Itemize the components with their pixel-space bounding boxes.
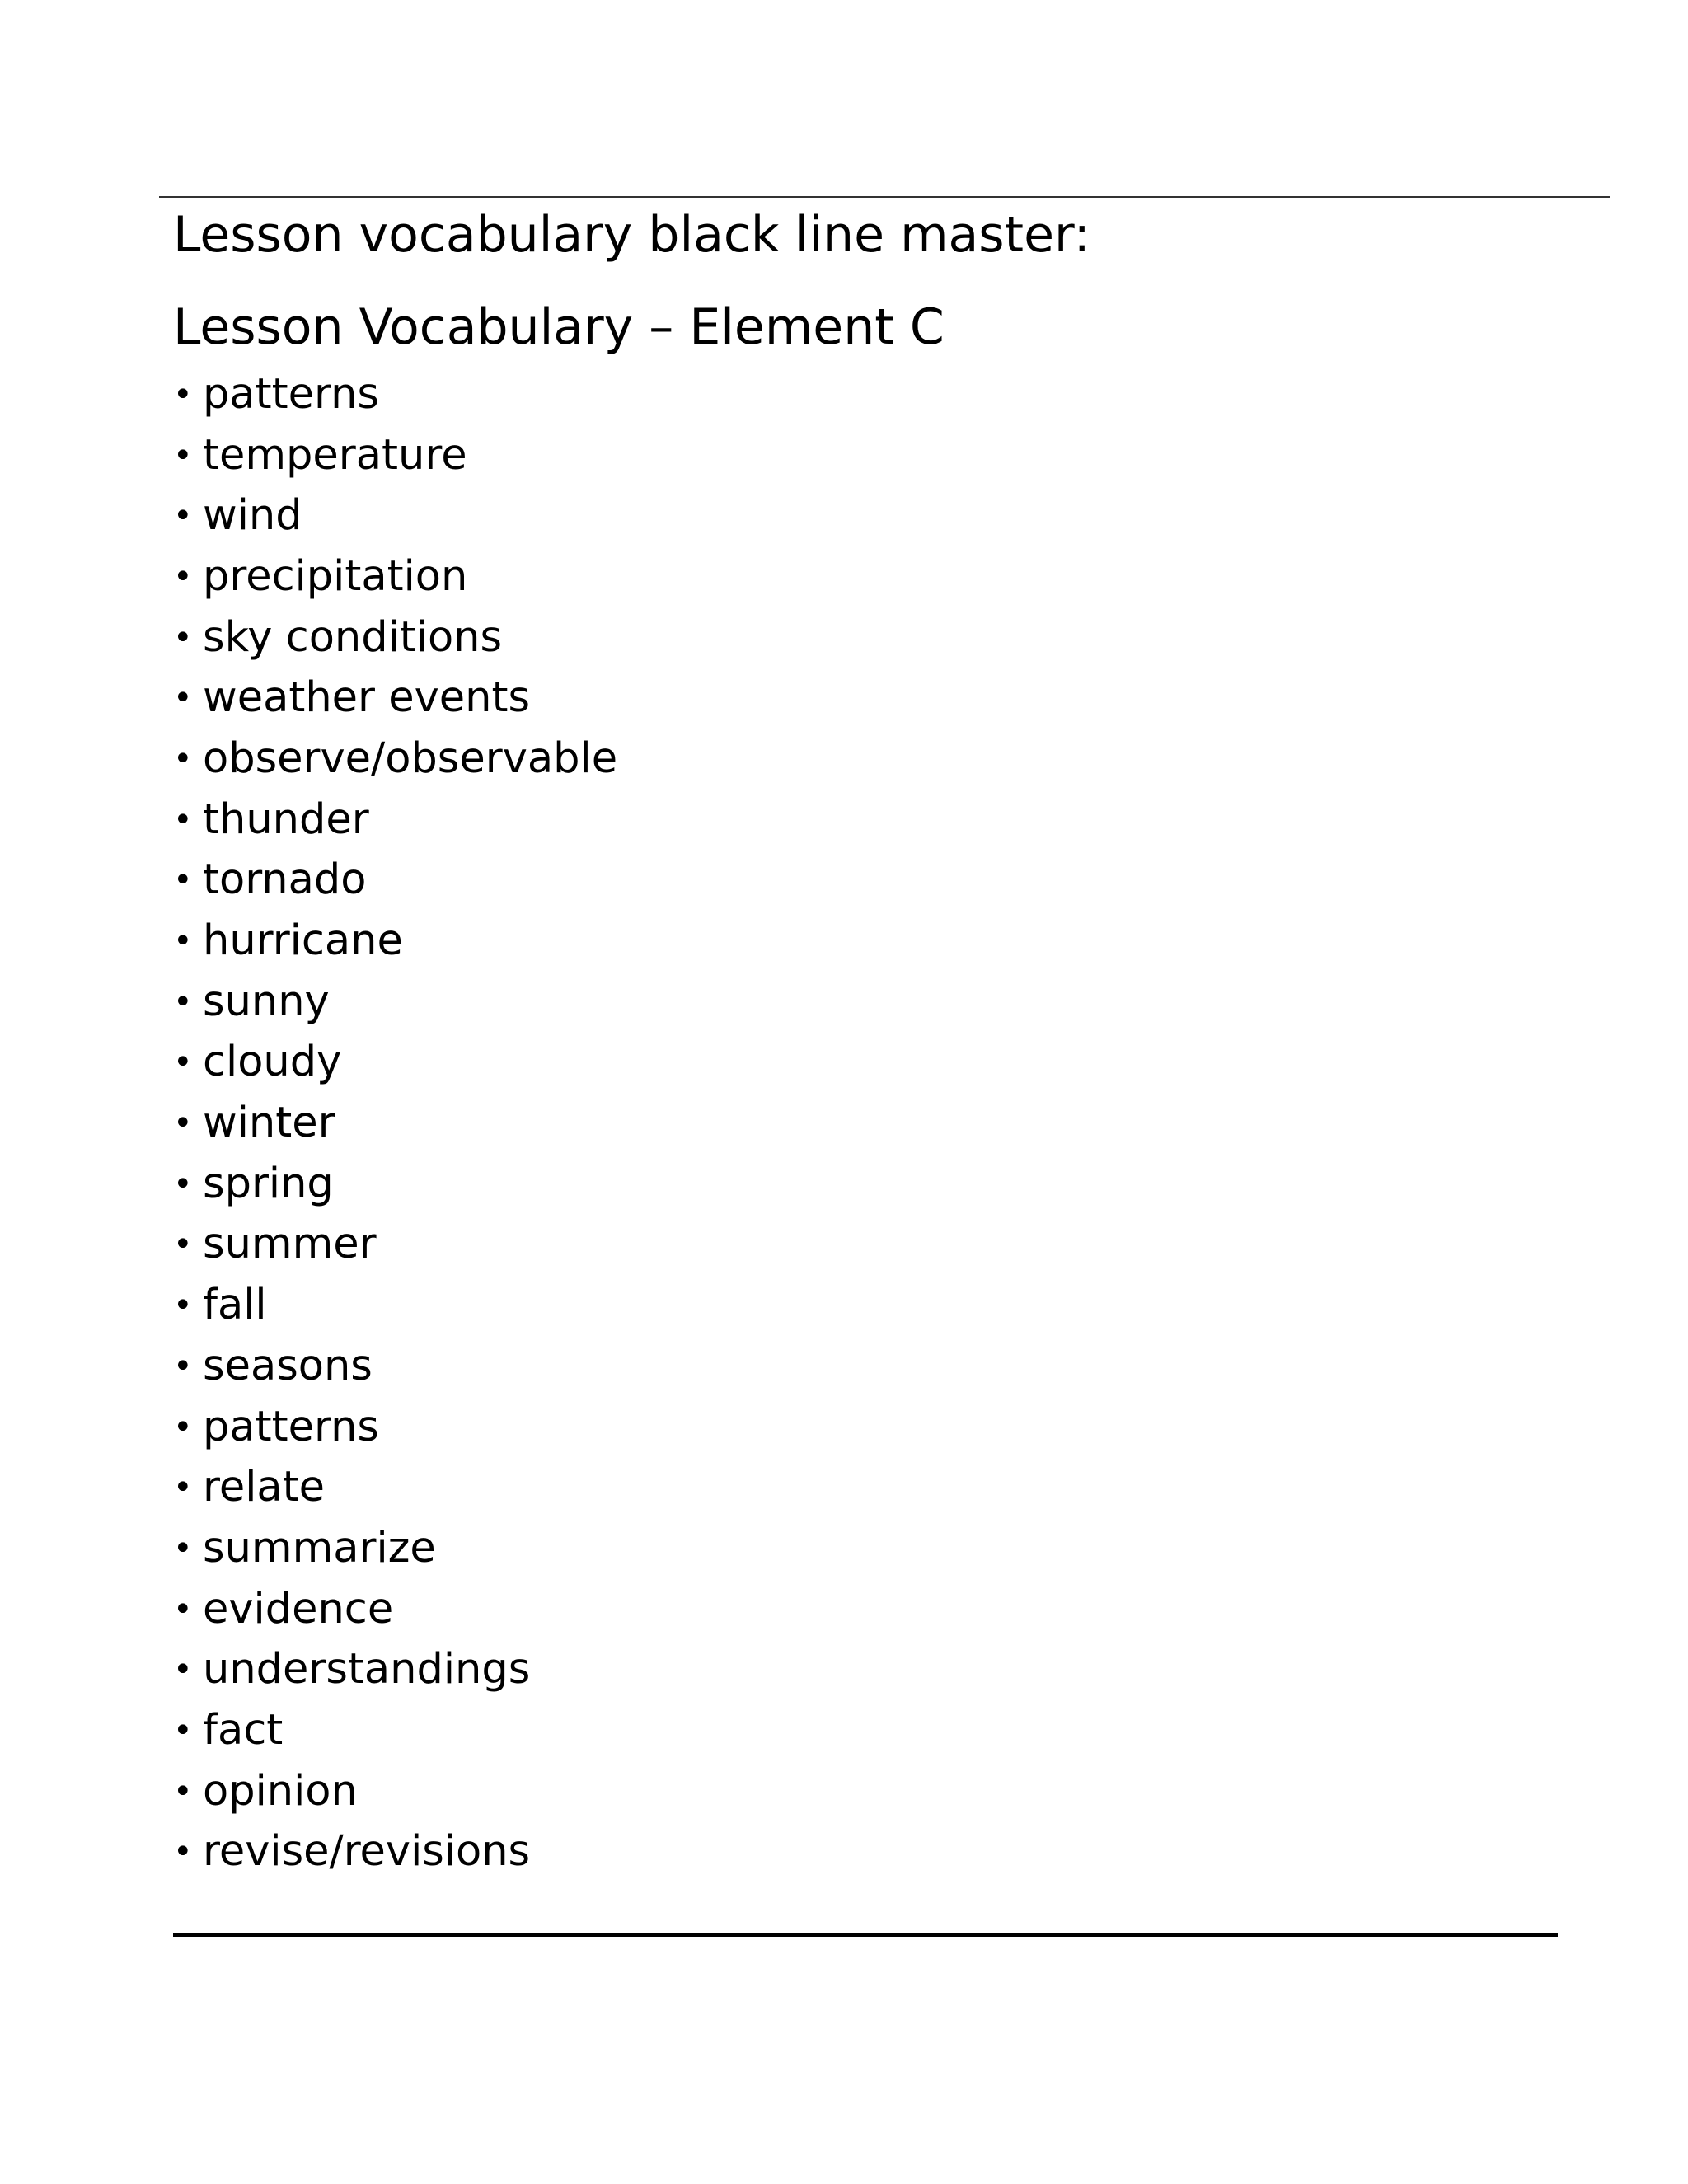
- vocabulary-item: [173, 1033, 617, 1094]
- vocabulary-word: spring: [203, 1159, 334, 1208]
- vocabulary-item: [173, 1154, 617, 1215]
- vocabulary-item: [173, 1822, 617, 1883]
- vocabulary-item: [173, 1093, 617, 1154]
- vocabulary-word: weather events: [203, 673, 531, 723]
- bullet-icon: •: [173, 1104, 193, 1143]
- bullet-icon: •: [173, 1590, 193, 1629]
- vocabulary-word: observe/observable: [203, 733, 618, 783]
- bullet-icon: •: [173, 1711, 193, 1750]
- bullet-icon: •: [173, 922, 193, 961]
- bullet-icon: •: [173, 557, 193, 596]
- vocabulary-word: sky conditions: [203, 612, 503, 662]
- vocabulary-item: [173, 1215, 617, 1276]
- vocabulary-word: wind: [203, 491, 302, 541]
- vocabulary-item: [173, 851, 617, 912]
- vocabulary-item: [173, 1579, 617, 1640]
- bottom-divider: [173, 1933, 1558, 1937]
- vocabulary-word: thunder: [203, 794, 369, 844]
- vocabulary-item: [173, 364, 617, 425]
- vocabulary-item: [173, 1336, 617, 1397]
- page-title: Lesson vocabulary black line master:: [173, 206, 1090, 264]
- vocabulary-word: summer: [203, 1220, 377, 1269]
- bullet-icon: •: [173, 375, 193, 414]
- vocabulary-word: patterns: [203, 369, 379, 419]
- vocabulary-item: [173, 972, 617, 1033]
- vocabulary-item: [173, 1639, 617, 1700]
- bullet-icon: •: [173, 497, 193, 536]
- bullet-icon: •: [173, 1469, 193, 1507]
- bullet-icon: •: [173, 1529, 193, 1568]
- vocabulary-word: precipitation: [203, 551, 468, 601]
- vocabulary-item: [173, 729, 617, 790]
- vocabulary-word: fall: [203, 1281, 267, 1330]
- vocabulary-item: [173, 1518, 617, 1579]
- top-divider: [159, 196, 1610, 198]
- vocabulary-item: [173, 911, 617, 972]
- bullet-icon: •: [173, 618, 193, 657]
- vocabulary-word: hurricane: [203, 916, 403, 966]
- bullet-icon: •: [173, 1833, 193, 1872]
- bullet-icon: •: [173, 436, 193, 475]
- vocabulary-word: relate: [203, 1463, 326, 1512]
- bullet-icon: •: [173, 1347, 193, 1385]
- vocabulary-item: [173, 668, 617, 729]
- vocabulary-word: summarize: [203, 1523, 436, 1572]
- vocabulary-item: [173, 485, 617, 546]
- vocabulary-word: fact: [203, 1705, 284, 1755]
- vocabulary-item: [173, 1700, 617, 1761]
- vocabulary-word: opinion: [203, 1766, 358, 1816]
- vocabulary-item: [173, 1275, 617, 1336]
- vocabulary-word: understandings: [203, 1645, 531, 1694]
- vocabulary-item: [173, 425, 617, 486]
- vocabulary-word: seasons: [203, 1341, 373, 1390]
- vocabulary-item: [173, 790, 617, 851]
- vocabulary-word: tornado: [203, 855, 367, 905]
- vocabulary-word: evidence: [203, 1584, 394, 1633]
- bullet-icon: •: [173, 982, 193, 1021]
- bullet-icon: •: [173, 861, 193, 900]
- vocabulary-list: [173, 364, 617, 1882]
- bullet-icon: •: [173, 1165, 193, 1203]
- bullet-icon: •: [173, 1408, 193, 1446]
- bullet-icon: •: [173, 1286, 193, 1325]
- vocabulary-item: [173, 1761, 617, 1822]
- vocabulary-word: patterns: [203, 1402, 379, 1451]
- vocabulary-item: [173, 1397, 617, 1458]
- vocabulary-word: temperature: [203, 430, 467, 480]
- vocabulary-item: [173, 607, 617, 668]
- bullet-icon: •: [173, 1043, 193, 1082]
- bullet-icon: •: [173, 1772, 193, 1811]
- bullet-icon: •: [173, 1651, 193, 1690]
- vocabulary-item: [173, 546, 617, 607]
- vocabulary-item: [173, 1457, 617, 1518]
- bullet-icon: •: [173, 739, 193, 778]
- vocabulary-word: cloudy: [203, 1038, 342, 1087]
- bullet-icon: •: [173, 1226, 193, 1264]
- vocabulary-word: revise/revisions: [203, 1827, 531, 1877]
- bullet-icon: •: [173, 679, 193, 718]
- bullet-icon: •: [173, 800, 193, 839]
- vocabulary-word: winter: [203, 1099, 335, 1148]
- vocabulary-word: sunny: [203, 977, 330, 1026]
- section-subtitle: Lesson Vocabulary – Element C: [173, 298, 945, 356]
